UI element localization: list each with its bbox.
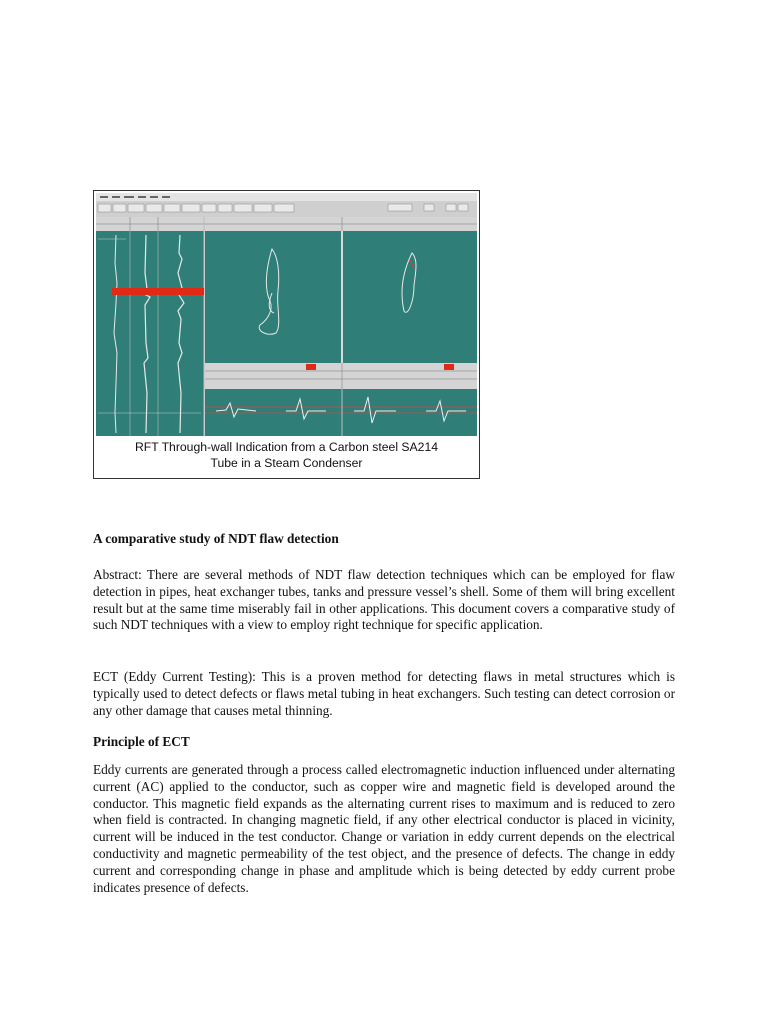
- figure: [93, 190, 480, 479]
- principle-paragraph: Eddy currents are generated through a process called electromagnetic induction influenced under alternating current (AC) applied to the conductor, such as copper wire and magnetic field is developed around the conductor. This magnetic field expands as the alternating current rises to maximum and is reduced to zero when field is contracted. In changing magnetic field, if any other electrical conductor is placed in vicinity, current will be induced in the test conductor. Change or variation in eddy current depends on the electrical conductivity and magnetic permeability of the test object, and the presence of defects. The change in eddy current and corresponding change in phase and amplitude which is being detected by eddy current probe indicates presence of defects.: [93, 762, 675, 895]
- figure-caption: [94, 439, 479, 471]
- figure-caption-line2: Tube in a Steam Condenser: [210, 456, 363, 470]
- abstract-paragraph: Abstract: There are several methods of NDT flaw detection techniques which can be employed for flaw detection in pipes, heat exchanger tubes, tanks and pressure vessel’s shell. Some of them will bring excellent result but at the same time miserably fail in other applications. This document covers a comparative study of such NDT techniques with a view to employ right technique for specific application.: [93, 567, 675, 633]
- document-title: A comparative study of NDT flaw detection: [93, 531, 339, 546]
- principle-heading: Principle of ECT: [93, 734, 190, 749]
- rft-software-screenshot: [96, 193, 477, 436]
- rft-display-graphic: [96, 193, 477, 436]
- ect-intro-paragraph: ECT (Eddy Current Testing): This is a proven method for detecting flaws in metal structures which is typically used to detect defects or flaws metal tubing in heat exchangers. Such testing can detect corrosion or any other damage that causes metal thinning.: [93, 669, 675, 718]
- figure-caption-line1: RFT Through-wall Indication from a Carbon steel SA214: [134, 440, 439, 454]
